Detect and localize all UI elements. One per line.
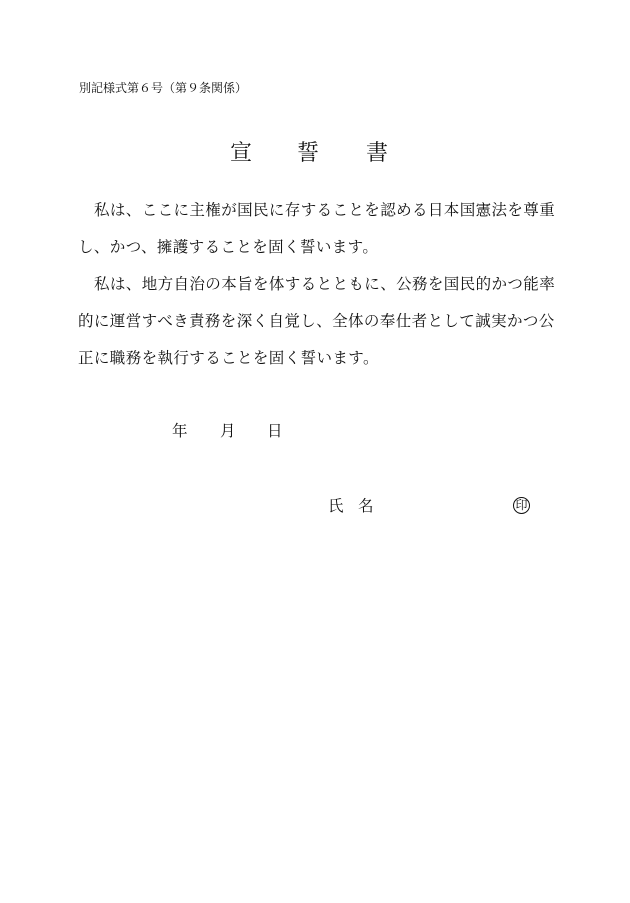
title-char: 宣 — [230, 141, 253, 166]
form-reference: 別記様式第６号（第９条関係） — [79, 81, 248, 95]
name-label-char: 氏 — [328, 497, 344, 515]
seal-char: 印 — [515, 498, 528, 512]
title-char: 書 — [366, 141, 389, 166]
month-label: 月 — [220, 422, 236, 440]
document-title — [230, 140, 400, 168]
name-label — [328, 495, 388, 517]
day-label: 日 — [267, 422, 283, 440]
seal-mark-icon — [513, 497, 530, 514]
date-line — [172, 420, 292, 442]
year-label: 年 — [172, 422, 188, 440]
oath-paragraph-constitution: 私は、ここに主権が国民に存することを認める日本国憲法を尊重し、かつ、擁護することを固く誓います。 — [78, 201, 556, 256]
oath-paragraph-duties: 私は、地方自治の本旨を体するとともに、公務を国民的かつ能率的に運営すべき責務を深く自覚し、全体の奉仕者として誠実かつ公正に職務を執行することを固く誓います。 — [78, 275, 556, 367]
title-char: 誓 — [297, 141, 320, 166]
name-label-char: 名 — [358, 497, 374, 515]
